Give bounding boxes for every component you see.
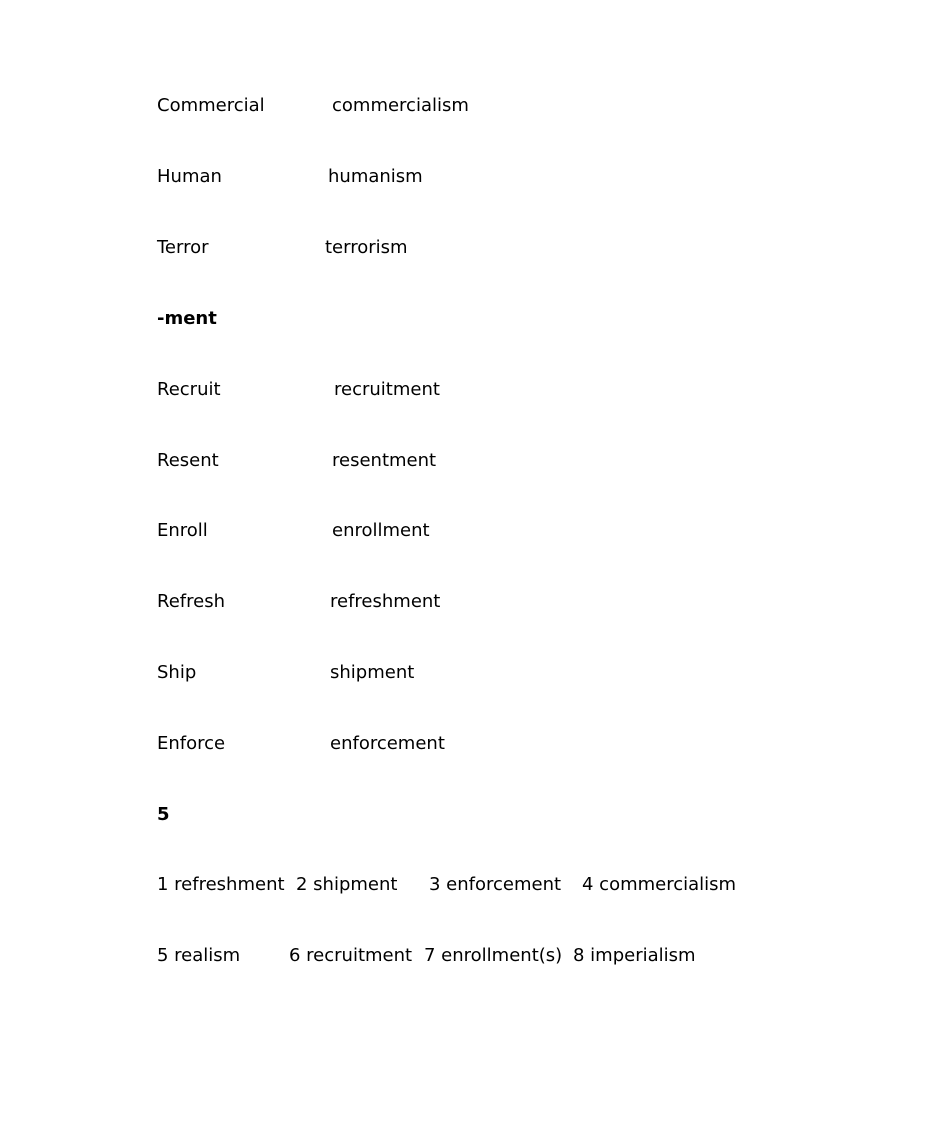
answer-item: 8 imperialism [573,945,696,966]
answer-item: 6 recruitment [289,945,413,966]
derived-word: commercialism [332,95,469,116]
base-word: Enforce [157,733,226,754]
answer-item: 4 commercialism [582,874,737,895]
base-word: Terror [157,237,209,258]
derived-word: enrollment [332,520,430,541]
answer-item: 1 refreshment [157,874,285,895]
base-word: Ship [157,662,197,683]
base-word: Resent [157,450,219,471]
base-word: Refresh [157,591,225,612]
answer-item: 7 enrollment(s) [424,945,563,966]
base-word: Recruit [157,379,221,400]
section-heading-ment: -ment [157,308,217,329]
base-word: Enroll [157,520,208,541]
derived-word: refreshment [330,591,441,612]
derived-word: terrorism [325,237,408,258]
answer-item: 2 shipment [296,874,398,895]
answer-item: 5 realism [157,945,241,966]
derived-word: resentment [332,450,437,471]
derived-word: recruitment [334,379,440,400]
base-word: Commercial [157,95,265,116]
derived-word: enforcement [330,733,445,754]
section-number: 5 [157,804,170,825]
answer-item: 3 enforcement [429,874,562,895]
derived-word: humanism [328,166,423,187]
derived-word: shipment [330,662,415,683]
base-word: Human [157,166,222,187]
